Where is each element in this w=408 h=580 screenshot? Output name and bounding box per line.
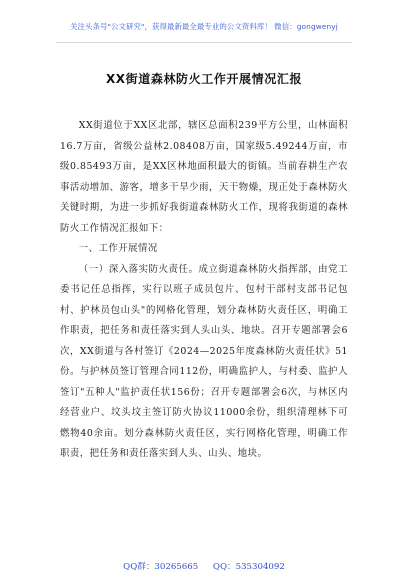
section-paragraph: （一）深入落实防火责任。成立街道森林防火指挥部，由党工委书记任总指挥，实行以班子成员包片、包村干部村支部书记包村、护林员包山头"的网格化管理，划分森林防火责任区，明确工作职责，把任务和责任落实到人头山头、地块。召开专题部署会6次，XX街道与各村签订《2024—2025年度森林防火责任状》51份。与护林员签订管理合同112份，明确监护人，与村委、监护人签订"五种人"监护责任状156份；召开专题部署会6次，与林区内经营业户、坟头坟主签订防火协议11000余份，组织清理林下可燃物40余亩。划分森林防火责任区，实行网格化管理，明确工作职责，把任务和责任落实到人头、山头、地块。: [60, 263, 348, 459]
footer-contact: [0, 560, 408, 572]
header-banner: 关注头条号"公文研究"，获得最新最全最专业的公文资料库！ 微信：gongwenyj: [70, 22, 338, 31]
intro-paragraph: XX街道位于XX区北部，辖区总面积239平方公里，山林面积16.7万亩，省级公益林2.08408万亩，国家级5.49244万亩，市级0.85493万亩，是XX区林地面积最大的街镇。当前春耕生产农事活动增加、游客，增多干旱少雨，天干物燥，现正处于森林防火关键时期，为进一步抓好我街道森林防火工作，现将我街道的森林防火工作情况汇报如下：: [60, 120, 348, 234]
footer-qq-group: QQ群：30265665: [123, 562, 199, 572]
document-title: XX街道森林防火工作开展情况汇报: [105, 72, 303, 86]
document-body: [60, 116, 348, 465]
section-heading: 一、工作开展情况: [78, 243, 158, 254]
header-divider: [56, 42, 352, 43]
footer-qq-number: QQ：535304092: [212, 562, 285, 572]
